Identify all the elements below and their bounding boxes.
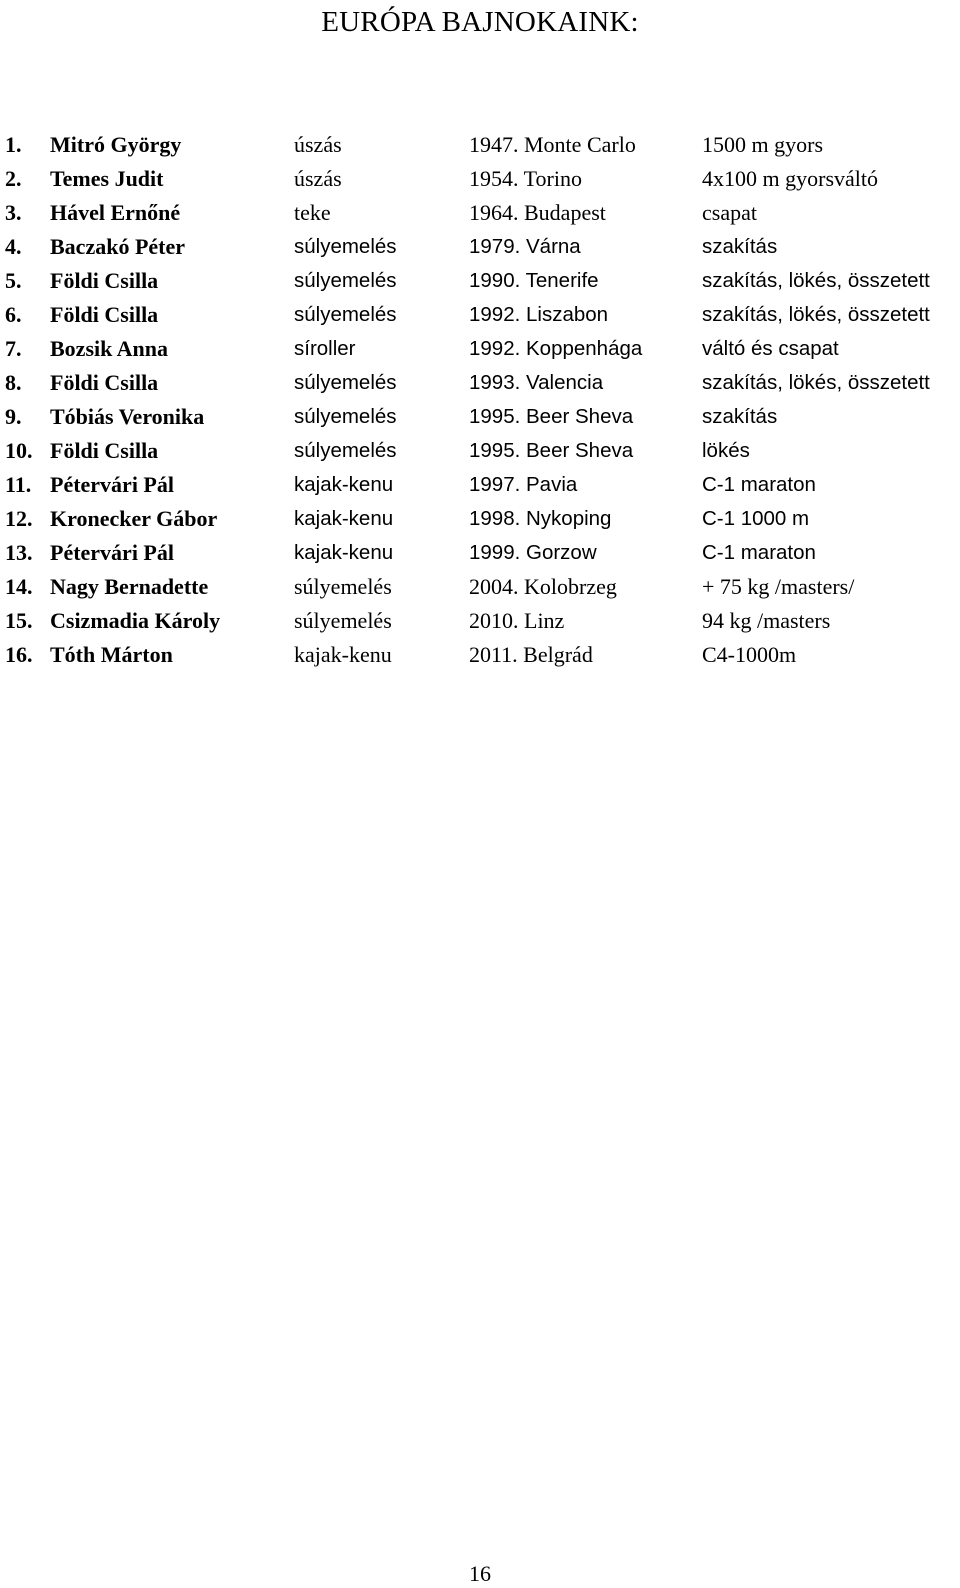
sport: súlyemelés: [294, 439, 397, 462]
event: 4x100 m gyorsváltó: [702, 166, 878, 191]
year-and-place: 1995. Beer Sheva: [469, 405, 634, 428]
list-item: [0, 502, 960, 536]
sport: súlyemelés: [294, 608, 392, 633]
list-item: [0, 604, 960, 638]
athlete-name: Földi Csilla: [50, 302, 159, 327]
entry-number: 5.: [5, 268, 22, 293]
year-and-place: 1999. Gorzow: [469, 541, 597, 564]
entry-number: 15.: [5, 608, 33, 633]
athlete-name: Földi Csilla: [50, 438, 159, 463]
year-and-place: 1990. Tenerife: [469, 269, 599, 292]
event: C-1 maraton: [702, 473, 816, 496]
sport: kajak-kenu: [294, 642, 392, 667]
athlete-name: Nagy Bernadette: [50, 574, 209, 599]
year-and-place: 1993. Valencia: [469, 371, 604, 394]
athlete-name: Baczakó Péter: [50, 234, 185, 259]
year-and-place: 2011. Belgrád: [469, 642, 593, 667]
list-item: [0, 264, 960, 298]
list-item: [0, 536, 960, 570]
sport: úszás: [294, 166, 342, 191]
entry-number: 2.: [5, 166, 22, 191]
event: C-1 1000 m: [702, 507, 810, 530]
entry-number: 4.: [5, 234, 22, 259]
entry-number: 16.: [5, 642, 33, 667]
athlete-name: Pétervári Pál: [50, 540, 174, 565]
list-item: [0, 400, 960, 434]
year-and-place: 2010. Linz: [469, 608, 565, 633]
entry-number: 13.: [5, 540, 33, 565]
entry-number: 1.: [5, 132, 22, 157]
list-item: [0, 298, 960, 332]
event: váltó és csapat: [702, 337, 839, 360]
event: 1500 m gyors: [702, 132, 823, 157]
event: szakítás, lökés, összetett: [702, 371, 930, 394]
event: csapat: [702, 200, 757, 225]
event: szakítás: [702, 235, 778, 258]
athlete-name: Mitró György: [50, 132, 182, 157]
page-number: 16: [469, 1561, 491, 1586]
sport: súlyemelés: [294, 405, 397, 428]
year-and-place: 1992. Koppenhága: [469, 337, 643, 360]
list-item: [0, 162, 960, 196]
athlete-name: Csizmadia Károly: [50, 608, 221, 633]
athlete-name: Kronecker Gábor: [50, 506, 218, 531]
entry-number: 7.: [5, 336, 22, 361]
entry-number: 10.: [5, 438, 33, 463]
year-and-place: 1997. Pavia: [469, 473, 578, 496]
page-title: EURÓPA BAJNOKAINK:: [321, 6, 639, 38]
entry-number: 3.: [5, 200, 22, 225]
athlete-name: Bozsik Anna: [50, 336, 168, 361]
champions-list: [0, 128, 960, 672]
list-item: [0, 128, 960, 162]
entry-number: 9.: [5, 404, 22, 429]
event: szakítás: [702, 405, 778, 428]
athlete-name: Hável Ernőné: [50, 200, 181, 225]
athlete-name: Temes Judit: [50, 166, 164, 191]
list-item: [0, 468, 960, 502]
sport: súlyemelés: [294, 574, 392, 599]
entry-number: 14.: [5, 574, 33, 599]
year-and-place: 1979. Várna: [469, 235, 581, 258]
list-item: [0, 638, 960, 672]
athlete-name: Pétervári Pál: [50, 472, 174, 497]
event: C-1 maraton: [702, 541, 816, 564]
athlete-name: Földi Csilla: [50, 268, 159, 293]
sport: súlyemelés: [294, 235, 397, 258]
sport: súlyemelés: [294, 371, 397, 394]
list-item: [0, 434, 960, 468]
event: C4-1000m: [702, 642, 797, 667]
athlete-name: Tóth Márton: [50, 642, 173, 667]
sport: súlyemelés: [294, 303, 397, 326]
list-item: [0, 332, 960, 366]
sport: kajak-kenu: [294, 541, 394, 564]
year-and-place: 1954. Torino: [469, 166, 582, 191]
event: szakítás, lökés, összetett: [702, 303, 930, 326]
sport: teke: [294, 200, 331, 225]
entry-number: 11.: [5, 472, 32, 497]
year-and-place: 2004. Kolobrzeg: [469, 574, 617, 599]
athlete-name: Tóbiás Veronika: [50, 404, 205, 429]
year-and-place: 1995. Beer Sheva: [469, 439, 634, 462]
event: lökés: [702, 439, 750, 462]
event: + 75 kg /masters/: [702, 574, 855, 599]
event: szakítás, lökés, összetett: [702, 269, 930, 292]
entry-number: 12.: [5, 506, 33, 531]
event: 94 kg /masters: [702, 608, 831, 633]
list-item: [0, 570, 960, 604]
sport: síroller: [294, 337, 356, 360]
sport: kajak-kenu: [294, 473, 394, 496]
sport: súlyemelés: [294, 269, 397, 292]
athlete-name: Földi Csilla: [50, 370, 159, 395]
list-item: [0, 196, 960, 230]
year-and-place: 1998. Nykoping: [469, 507, 612, 530]
sport: úszás: [294, 132, 342, 157]
entry-number: 8.: [5, 370, 22, 395]
year-and-place: 1964. Budapest: [469, 200, 606, 225]
entry-number: 6.: [5, 302, 22, 327]
year-and-place: 1992. Liszabon: [469, 303, 609, 326]
list-item: [0, 366, 960, 400]
sport: kajak-kenu: [294, 507, 394, 530]
list-item: [0, 230, 960, 264]
year-and-place: 1947. Monte Carlo: [469, 132, 636, 157]
